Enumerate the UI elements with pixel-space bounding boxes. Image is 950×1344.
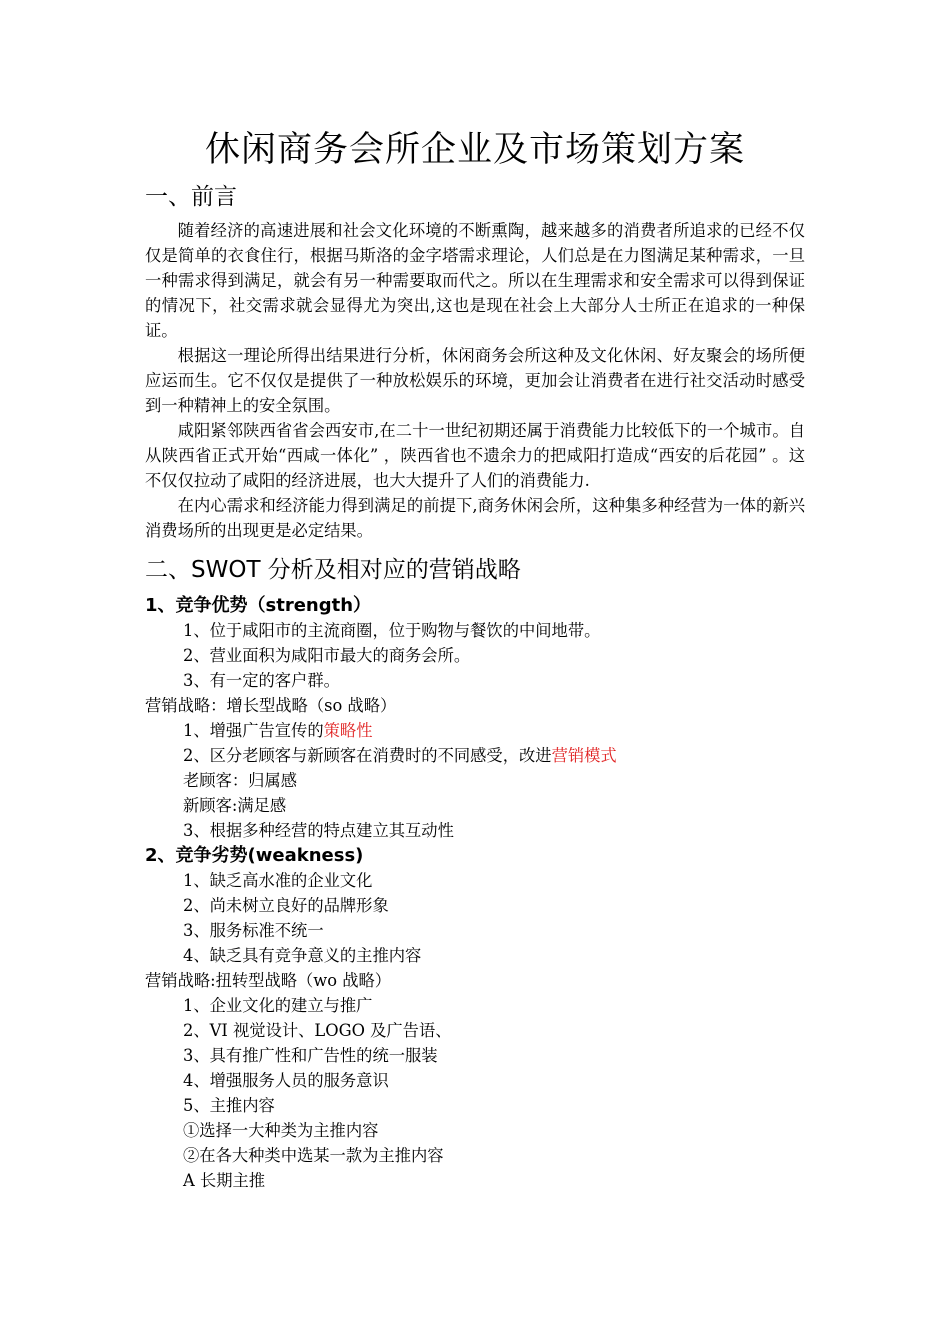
list-item: 2、VI 视觉设计、LOGO 及广告语、 — [183, 1021, 452, 1040]
strategy-label: 营销战略:扭转型战略（wo 战略） — [145, 971, 392, 990]
list-item: 3、根据多种经营的特点建立其互动性 — [183, 821, 454, 840]
list-item: 4、缺乏具有竞争意义的主推内容 — [183, 946, 422, 965]
subheading-weakness: 2、竞争劣势(weakness) — [145, 845, 364, 866]
highlighted-text: 营销模式 — [551, 746, 617, 765]
paragraph: 在内心需求和经济能力得到满足的前提下,商务休闲会所，这种集多种经营为一体的新兴消费场所的出现更是必定结果。 — [145, 496, 805, 540]
list-item: 4、增强服务人员的服务意识 — [183, 1071, 389, 1090]
list-item: 1、企业文化的建立与推广 — [183, 996, 373, 1015]
strategy-label: 营销战略：增长型战略（so 战略） — [145, 696, 397, 715]
document-body — [145, 126, 805, 1193]
list-item-text: 2、区分老顾客与新顾客在消费时的不同感受，改进 — [183, 746, 552, 765]
list-item: 3、服务标准不统一 — [183, 921, 324, 940]
list-item: 5、主推内容 — [183, 1096, 275, 1115]
list-item: 3、有一定的客户群。 — [183, 671, 340, 690]
list-item — [145, 743, 805, 768]
paragraph: 随着经济的高速进展和社会文化环境的不断熏陶，越来越多的消费者所追求的已经不仅仅是简单的衣食住行，根据马斯洛的金字塔需求理论，人们总是在力图满足某种需求，一旦一种需求得到满足，就会有另一种需要取而代之。所以在生理需求和安全需求可以得到保证的情况下，社交需求就会显得尤为突出,这也是现在社会上大部分人士所正在追求的一种保证。 — [145, 221, 805, 340]
list-item-text: 1、增强广告宣传的 — [183, 721, 324, 740]
subheading-strength: 1、竞争优势（strength） — [145, 595, 372, 616]
list-item: 新顾客:满足感 — [183, 796, 287, 815]
list-item: A 长期主推 — [183, 1171, 266, 1190]
section-heading-swot: 二、SWOT 分析及相对应的营销战略 — [145, 557, 521, 583]
highlighted-text: 策略性 — [323, 721, 373, 740]
paragraph: 咸阳紧邻陕西省省会西安市,在二十一世纪初期还属于消费能力比较低下的一个城市。自从陕西省正式开始“西咸一体化” ，陕西省也不遗余力的把咸阳打造成“西安的后花园” 。这不仅仅拉动了咸阳的经济进展，也大大提升了人们的消费能力. — [145, 421, 805, 490]
list-item: ①选择一大种类为主推内容 — [183, 1121, 379, 1140]
list-item: 1、位于咸阳市的主流商圈，位于购物与餐饮的中间地带。 — [183, 621, 601, 640]
list-item: 3、具有推广性和广告性的统一服装 — [183, 1046, 438, 1065]
page-title: 休闲商务会所企业及市场策划方案 — [204, 130, 745, 170]
list-item: 2、营业面积为咸阳市最大的商务会所。 — [183, 646, 471, 665]
list-item: 1、缺乏高水准的企业文化 — [183, 871, 373, 890]
paragraph: 根据这一理论所得出结果进行分析，休闲商务会所这种及文化休闲、好友聚会的场所便应运而生。它不仅仅是提供了一种放松娱乐的环境，更加会让消费者在进行社交活动时感受到一种精神上的安全氛围。 — [145, 346, 805, 415]
list-item: 老顾客：归属感 — [183, 771, 297, 790]
list-item: 2、尚未树立良好的品牌形象 — [183, 896, 389, 915]
list-item — [145, 718, 805, 743]
section-heading-preface: 一、前言 — [145, 184, 237, 210]
list-item: ②在各大种类中选某一款为主推内容 — [183, 1146, 444, 1165]
